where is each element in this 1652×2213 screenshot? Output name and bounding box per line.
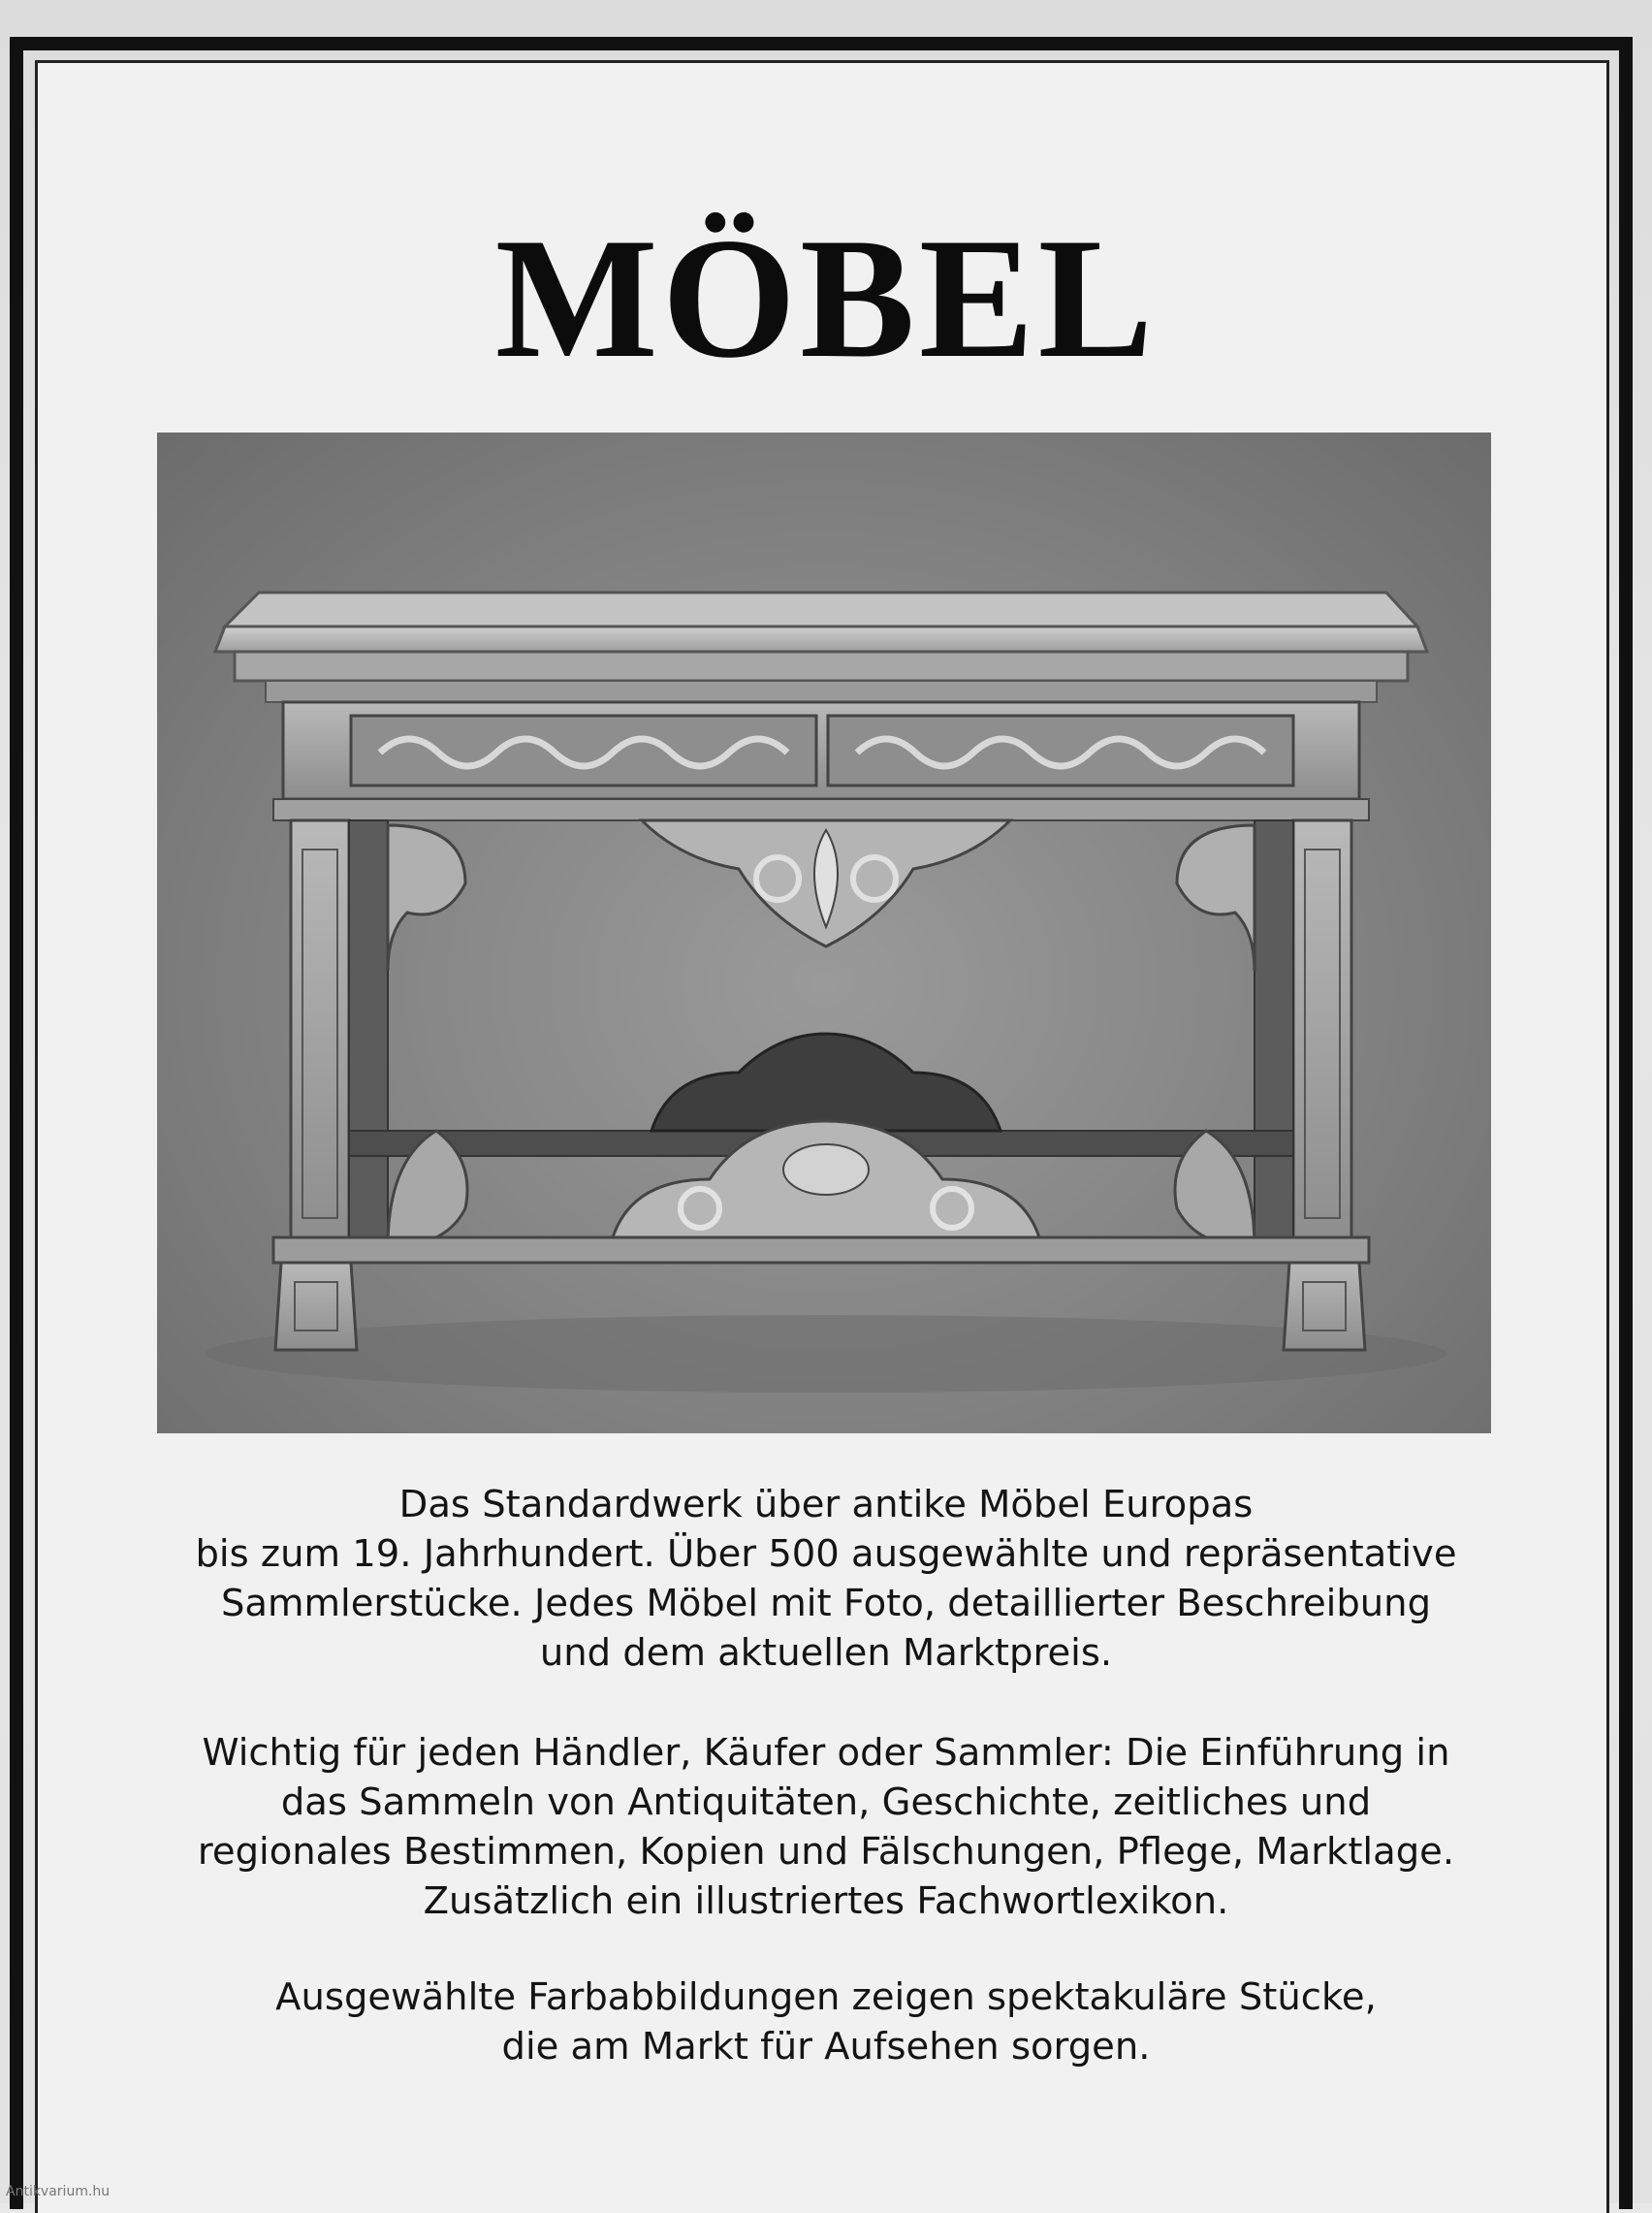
text-line: Zusätzlich ein illustriertes Fachwortlexikon. (423, 1879, 1229, 1923)
watermark: Antikvarium.hu (6, 2184, 111, 2199)
text-line: das Sammeln von Antiquitäten, Geschichte, zeitliches und (280, 1780, 1372, 1824)
text-line: Sammlerstücke. Jedes Möbel mit Foto, detaillierter Beschreibung (220, 1582, 1432, 1625)
page-title: MÖBEL (494, 202, 1158, 394)
carved-console-table-photo (157, 433, 1491, 1433)
text-line: Wichtig für jeden Händler, Käufer oder Sammler: Die Einführung in (202, 1731, 1450, 1775)
description-paragraph-2 (68, 1728, 1584, 1926)
description-paragraph-3 (68, 1972, 1584, 2071)
description-paragraph-1 (68, 1480, 1584, 1678)
text-line: bis zum 19. Jahrhundert. Über 500 ausgewählte und repräsentative (195, 1532, 1457, 1576)
text-line: und dem aktuellen Marktpreis. (539, 1631, 1113, 1675)
table-illustration (157, 433, 1491, 1433)
text-line: Das Standardwerk über antike Möbel Europas (398, 1483, 1254, 1526)
text-line: Ausgewählte Farbabbildungen zeigen spektakuläre Stücke, (275, 1975, 1377, 2019)
text-line: regionales Bestimmen, Kopien und Fälschungen, Pflege, Marktlage. (197, 1830, 1455, 1874)
text-line: die am Markt für Aufsehen sorgen. (501, 2025, 1151, 2069)
